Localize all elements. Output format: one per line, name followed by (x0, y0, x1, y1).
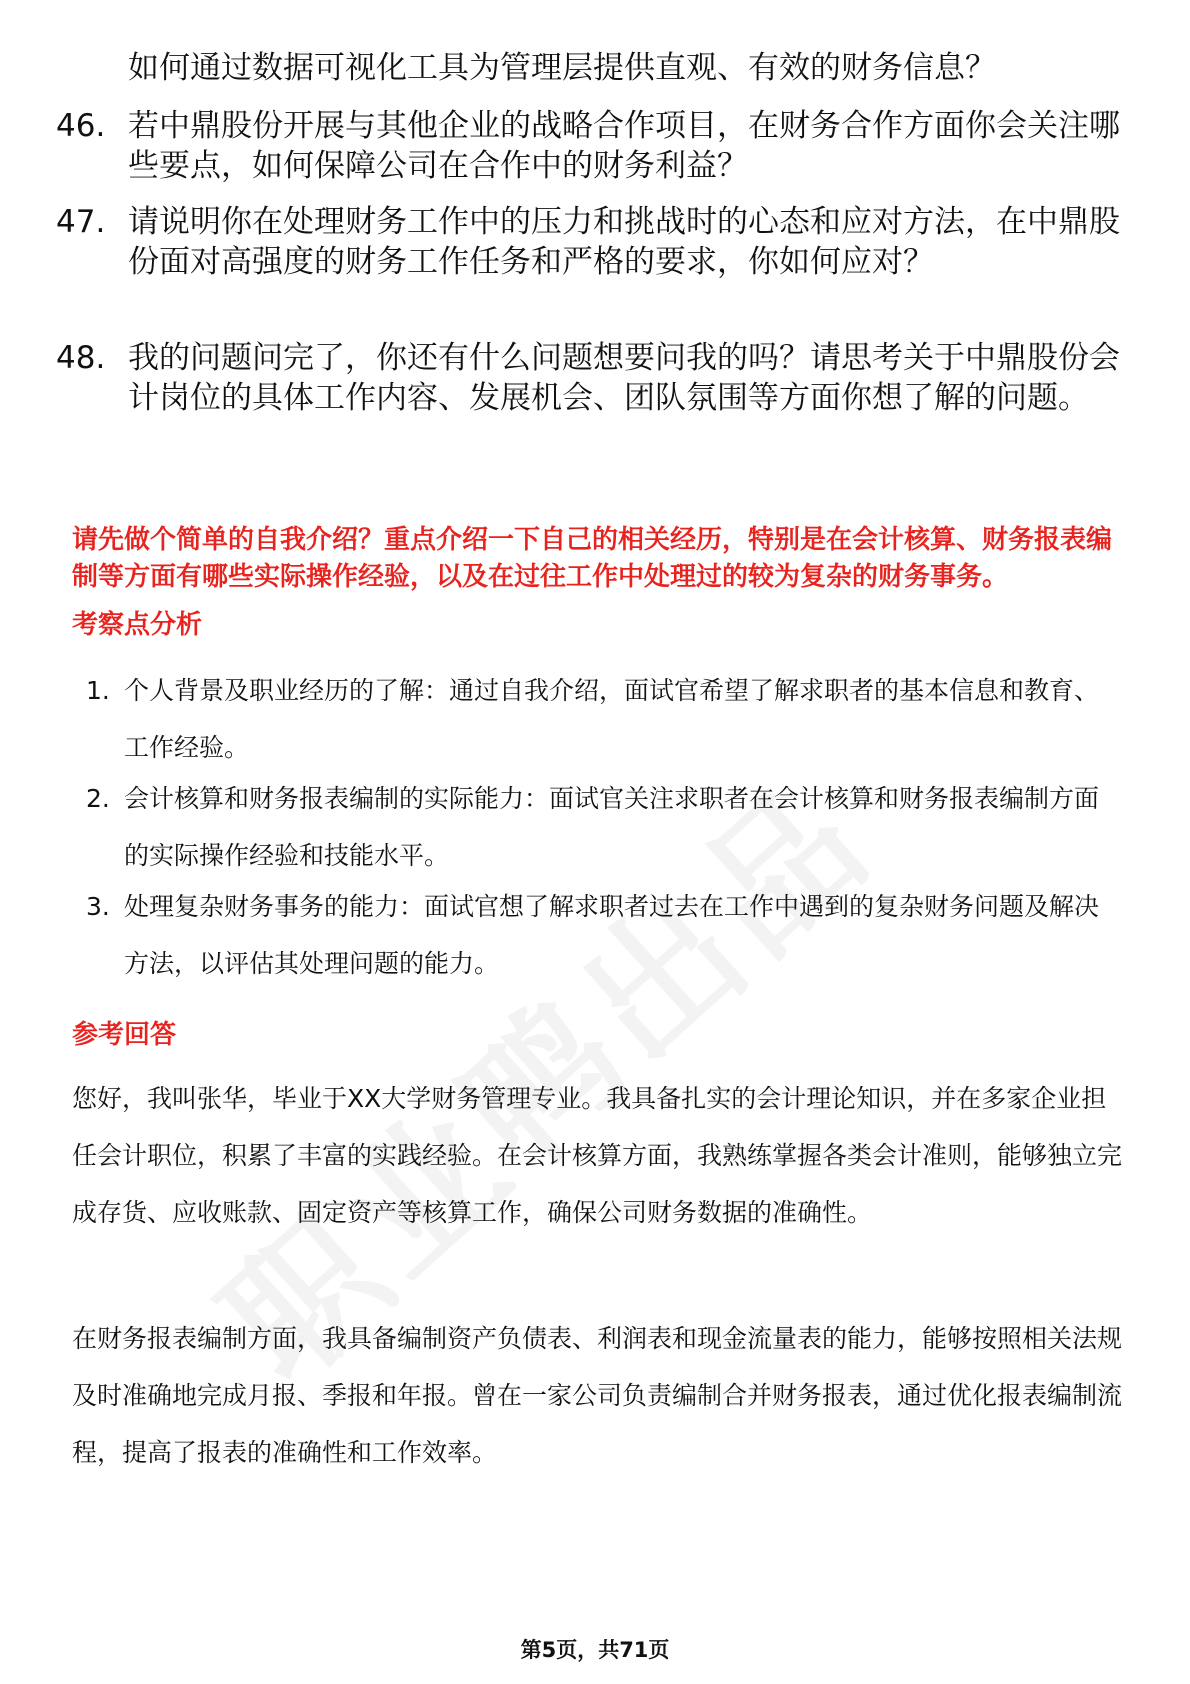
answer-paragraph-2: 在财务报表编制方面，我具备编制资产负债表、利润表和现金流量表的能力，能够按照相关法规及时准确地完成月报、季报和年报。曾在一家公司负责编制合并财务报表，通过优化报表编制流程，提高了报表的准确性和工作效率。 (72, 1324, 1123, 1467)
page-footer: 第5页，共71页 (520, 1638, 670, 1662)
point-number: 3. (86, 892, 110, 921)
point-text: 个人背景及职业经历的了解：通过自我介绍，面试官希望了解求职者的基本信息和教育、工作经验。 (124, 676, 1100, 762)
point-number: 1. (86, 676, 110, 705)
point-number: 2. (86, 784, 110, 813)
question-text: 我的问题问完了，你还有什么问题想要问我的吗？请思考关于中鼎股份会计岗位的具体工作内容、发展机会、团队氛围等方面你想了解的问题。 (128, 340, 1120, 416)
answer-title: 参考回答 (72, 1020, 177, 1050)
answer-paragraph-1: 您好，我叫张华，毕业于XX大学财务管理专业。我具备扎实的会计理论知识，并在多家企业担任会计职位，积累了丰富的实践经验。在会计核算方面，我熟练掌握各类会计准则，能够独立完成存货、应收账款、固定资产等核算工作，确保公司财务数据的准确性。 (72, 1084, 1123, 1227)
analysis-title: 考察点分析 (72, 610, 203, 640)
question-text: 若中鼎股份开展与其他企业的战略合作项目，在财务合作方面你会关注哪些要点，如何保障公司在合作中的财务利益？ (128, 108, 1120, 184)
question-45-continuation: 如何通过数据可视化工具为管理层提供直观、有效的财务信息？ (128, 50, 996, 86)
question-text: 请说明你在处理财务工作中的压力和挑战时的心态和应对方法，在中鼎股份面对高强度的财务工作任务和严格的要求，你如何应对？ (128, 204, 1120, 280)
featured-question: 请先做个简单的自我介绍？重点介绍一下自己的相关经历，特别是在会计核算、财务报表编制等方面有哪些实际操作经验，以及在过往工作中处理过的较为复杂的财务事务。 (72, 525, 1113, 592)
question-number: 46. (56, 108, 106, 144)
question-number: 47. (56, 204, 106, 240)
question-number: 48. (56, 340, 106, 376)
point-text: 会计核算和财务报表编制的实际能力：面试官关注求职者在会计核算和财务报表编制方面的实际操作经验和技能水平。 (124, 784, 1100, 870)
point-text: 处理复杂财务事务的能力：面试官想了解求职者过去在工作中遇到的复杂财务问题及解决方法，以评估其处理问题的能力。 (124, 892, 1100, 978)
